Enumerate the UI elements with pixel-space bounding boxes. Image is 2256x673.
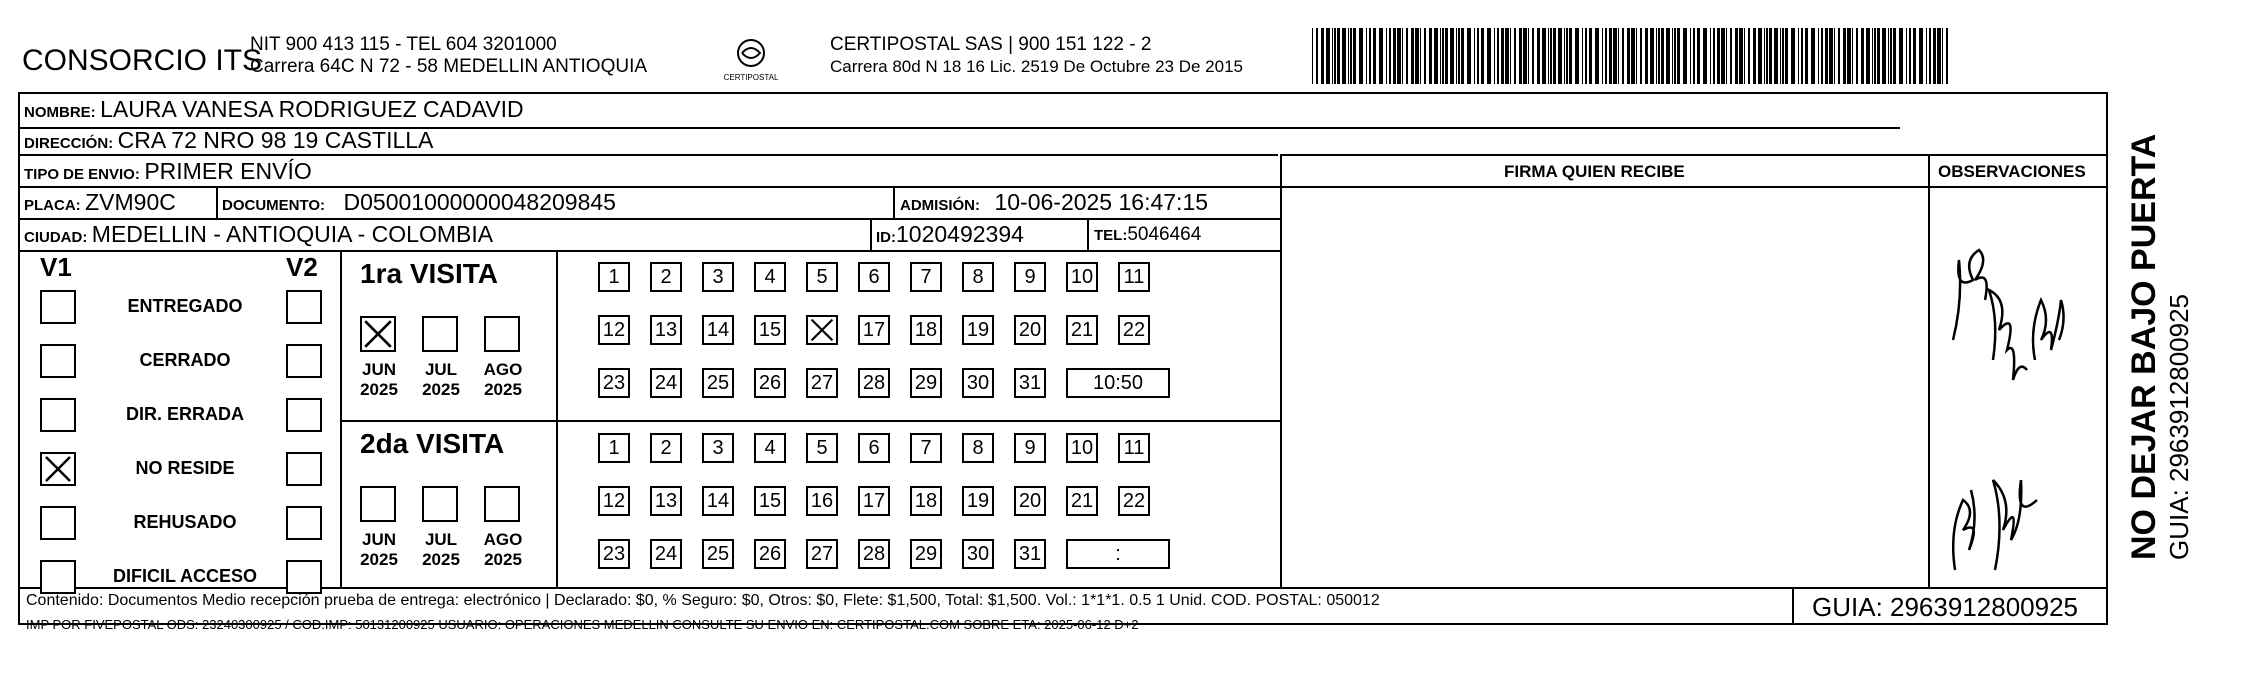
day-box[interactable]: 15 bbox=[754, 315, 786, 345]
placa-row bbox=[24, 189, 176, 216]
day-box[interactable]: 21 bbox=[1066, 315, 1098, 345]
month-checkbox[interactable] bbox=[422, 316, 458, 352]
direccion-label: DIRECCIÓN: bbox=[24, 135, 114, 152]
day-box[interactable]: 10 bbox=[1066, 433, 1098, 463]
day-box[interactable]: 13 bbox=[650, 486, 682, 516]
nombre-label: NOMBRE: bbox=[24, 104, 96, 121]
month-label: JUL 2025 bbox=[422, 360, 460, 399]
footer-content: Contenido: Documentos Medio recepción prueba de entrega: electrónico | Declarado: $0, % Seguro: $0, Otros: $0, Flete: $1,500, Total: $1,500. Vol.: 1*1*1. 0.5 1 Unid. COD. POSTAL: 050012 bbox=[26, 592, 1380, 609]
v1-checkbox[interactable] bbox=[40, 398, 76, 432]
day-box[interactable]: 24 bbox=[650, 368, 682, 398]
v1-checkbox[interactable] bbox=[40, 506, 76, 540]
day-box[interactable]: 3 bbox=[702, 262, 734, 292]
day-box[interactable]: 1 bbox=[598, 433, 630, 463]
id-value: 1020492394 bbox=[896, 221, 1024, 247]
day-box[interactable]: 29 bbox=[910, 539, 942, 569]
day-box[interactable]: 9 bbox=[1014, 262, 1046, 292]
logo-text: CERTIPOSTAL bbox=[723, 73, 779, 82]
v1-checkbox[interactable] bbox=[40, 560, 76, 594]
day-box[interactable]: 23 bbox=[598, 539, 630, 569]
day-box[interactable]: 6 bbox=[858, 433, 890, 463]
day-box[interactable]: 18 bbox=[910, 315, 942, 345]
day-box[interactable]: 19 bbox=[962, 486, 994, 516]
day-box[interactable]: 28 bbox=[858, 539, 890, 569]
v2-checkbox[interactable] bbox=[286, 506, 322, 540]
day-box[interactable]: 5 bbox=[806, 262, 838, 292]
nombre-value: LAURA VANESA RODRIGUEZ CADAVID bbox=[100, 96, 524, 122]
status-label: NO RESIDE bbox=[135, 458, 235, 478]
visita2-title: 2da VISITA bbox=[360, 428, 505, 459]
day-box[interactable]: 25 bbox=[702, 368, 734, 398]
observaciones-label: OBSERVACIONES bbox=[1938, 162, 2086, 181]
day-box[interactable]: 21 bbox=[1066, 486, 1098, 516]
barcode bbox=[1312, 28, 1952, 84]
day-box[interactable]: 15 bbox=[754, 486, 786, 516]
day-box[interactable]: 8 bbox=[962, 262, 994, 292]
month-label: JUN 2025 bbox=[360, 530, 398, 569]
placa-label: PLACA: bbox=[24, 197, 81, 214]
nombre-row bbox=[24, 96, 524, 123]
day-box[interactable]: 22 bbox=[1118, 315, 1150, 345]
v2-checkbox[interactable] bbox=[286, 398, 322, 432]
company-nit bbox=[250, 34, 647, 78]
day-box[interactable]: 20 bbox=[1014, 315, 1046, 345]
guia-number: GUIA: 2963912800925 bbox=[1792, 587, 2108, 625]
id-label: ID: bbox=[876, 229, 896, 246]
side-text bbox=[2125, 134, 2195, 560]
address-line: Carrera 64C N 72 - 58 MEDELLIN ANTIOQUIA bbox=[250, 56, 648, 77]
handwritten-observations bbox=[1935, 210, 2085, 580]
time-box[interactable]: 10:50 bbox=[1066, 368, 1170, 398]
certipostal-info bbox=[830, 34, 1243, 78]
day-box[interactable]: 17 bbox=[858, 315, 890, 345]
status-label: DIR. ERRADA bbox=[125, 404, 244, 424]
day-box[interactable]: 30 bbox=[962, 368, 994, 398]
tel-label: TEL: bbox=[1094, 227, 1128, 244]
id-row bbox=[876, 221, 1024, 248]
documento-label: DOCUMENTO: bbox=[222, 197, 326, 214]
day-box[interactable]: 17 bbox=[858, 486, 890, 516]
day-box[interactable]: 7 bbox=[910, 262, 942, 292]
day-box[interactable]: 10 bbox=[1066, 262, 1098, 292]
month-label: AGO 2025 bbox=[483, 530, 523, 569]
month-label: JUL 2025 bbox=[422, 530, 460, 569]
day-box[interactable]: 16 bbox=[806, 486, 838, 516]
tel-value: 5046464 bbox=[1127, 224, 1202, 245]
status-label: ENTREGADO bbox=[127, 296, 243, 316]
day-box[interactable]: 23 bbox=[598, 368, 630, 398]
company-name: CONSORCIO ITS bbox=[22, 44, 263, 77]
v2-checkbox[interactable] bbox=[286, 560, 322, 594]
day-box[interactable]: 2 bbox=[650, 433, 682, 463]
day-box[interactable]: 3 bbox=[702, 433, 734, 463]
day-box[interactable]: 27 bbox=[806, 368, 838, 398]
day-box[interactable]: 12 bbox=[598, 486, 630, 516]
admision-row bbox=[900, 189, 1208, 216]
day-box[interactable]: 13 bbox=[650, 315, 682, 345]
tipo-row bbox=[24, 158, 312, 185]
day-box[interactable]: 7 bbox=[910, 433, 942, 463]
day-box[interactable]: 27 bbox=[806, 539, 838, 569]
ciudad-value: MEDELLIN - ANTIOQUIA - COLOMBIA bbox=[91, 221, 494, 247]
status-label: REHUSADO bbox=[133, 512, 237, 532]
day-box[interactable]: 6 bbox=[858, 262, 890, 292]
day-box[interactable]: 18 bbox=[910, 486, 942, 516]
tel-row bbox=[1094, 224, 1201, 246]
status-label: DIFICIL ACCESO bbox=[112, 566, 257, 586]
time-box[interactable]: : bbox=[1066, 539, 1170, 569]
day-box[interactable]: 11 bbox=[1118, 262, 1150, 292]
day-box[interactable]: 30 bbox=[962, 539, 994, 569]
footer-imp: IMP POR FIVEPOSTAL ODS: 23240300925 / COD.IMP: 50131200925 USUARIO: OPERACIONES MEDELLIN CONSULTE SU ENVIO EN: CERTIPOSTAL.COM SOBRE ETA: 2025-06-12 D+2 bbox=[26, 617, 1139, 632]
day-box[interactable]: 2 bbox=[650, 262, 682, 292]
tipo-label: TIPO DE ENVIO: bbox=[24, 166, 140, 183]
admision-label: ADMISIÓN: bbox=[900, 197, 980, 214]
month-checkbox[interactable] bbox=[484, 316, 520, 352]
v2-label: V2 bbox=[286, 252, 318, 282]
cert-line-2: Carrera 80d N 18 16 Lic. 2519 De Octubre 23 De 2015 bbox=[830, 57, 1243, 76]
placa-value: ZVM90C bbox=[85, 189, 176, 215]
status-label: CERRADO bbox=[139, 350, 231, 370]
month-checkbox[interactable] bbox=[360, 316, 396, 352]
tipo-value: PRIMER ENVÍO bbox=[144, 158, 312, 184]
visita1-title: 1ra VISITA bbox=[360, 258, 498, 289]
month-label: AGO 2025 bbox=[483, 360, 523, 399]
day-box[interactable]: 22 bbox=[1118, 486, 1150, 516]
documento-value: D05001000000048209845 bbox=[343, 189, 616, 215]
direccion-value: CRA 72 NRO 98 19 CASTILLA bbox=[117, 127, 434, 153]
ciudad-row bbox=[24, 221, 493, 248]
day-box[interactable]: 26 bbox=[754, 539, 786, 569]
certipostal-logo bbox=[720, 36, 782, 88]
day-box[interactable]: 9 bbox=[1014, 433, 1046, 463]
day-box[interactable]: 25 bbox=[702, 539, 734, 569]
day-box[interactable]: 14 bbox=[702, 315, 734, 345]
day-box[interactable]: 5 bbox=[806, 433, 838, 463]
v2-checkbox[interactable] bbox=[286, 344, 322, 378]
v2-checkbox[interactable] bbox=[286, 290, 322, 324]
day-box[interactable]: 4 bbox=[754, 262, 786, 292]
day-box[interactable]: 20 bbox=[1014, 486, 1046, 516]
day-box[interactable]: 29 bbox=[910, 368, 942, 398]
day-box[interactable]: 12 bbox=[598, 315, 630, 345]
v1-label: V1 bbox=[40, 252, 72, 282]
v1-checkbox[interactable] bbox=[40, 344, 76, 378]
no-dejar-text: NO DEJAR BAJO PUERTA bbox=[2125, 133, 2163, 560]
day-box[interactable]: 4 bbox=[754, 433, 786, 463]
admision-value: 10-06-2025 16:47:15 bbox=[994, 189, 1209, 215]
side-guia: GUIA: 2963912800925 bbox=[2164, 294, 2194, 560]
day-box[interactable]: 19 bbox=[962, 315, 994, 345]
day-box[interactable]: 11 bbox=[1118, 433, 1150, 463]
day-box[interactable]: 26 bbox=[754, 368, 786, 398]
guide-form bbox=[18, 92, 2108, 625]
v1-checkbox[interactable] bbox=[40, 290, 76, 324]
ciudad-label: CIUDAD: bbox=[24, 229, 88, 246]
v1-checkbox[interactable] bbox=[40, 452, 76, 486]
direccion-row bbox=[24, 127, 433, 154]
day-box[interactable]: 28 bbox=[858, 368, 890, 398]
month-checkbox[interactable] bbox=[484, 486, 520, 522]
day-box[interactable]: 1 bbox=[598, 262, 630, 292]
nit-line: NIT 900 413 115 - TEL 604 3201000 bbox=[250, 34, 557, 55]
month-label: JUN 2025 bbox=[360, 360, 398, 399]
documento-row bbox=[222, 189, 616, 216]
v2-checkbox[interactable] bbox=[286, 452, 322, 486]
day-box[interactable]: 24 bbox=[650, 539, 682, 569]
day-box[interactable]: 31 bbox=[1014, 539, 1046, 569]
day-box[interactable]: 14 bbox=[702, 486, 734, 516]
month-checkbox[interactable] bbox=[422, 486, 458, 522]
day-box[interactable]: 8 bbox=[962, 433, 994, 463]
firma-label: FIRMA QUIEN RECIBE bbox=[1504, 162, 1685, 181]
month-checkbox[interactable] bbox=[360, 486, 396, 522]
day-box[interactable]: 31 bbox=[1014, 368, 1046, 398]
day-box[interactable] bbox=[806, 315, 838, 345]
cert-line-1: CERTIPOSTAL SAS | 900 151 122 - 2 bbox=[830, 34, 1152, 55]
